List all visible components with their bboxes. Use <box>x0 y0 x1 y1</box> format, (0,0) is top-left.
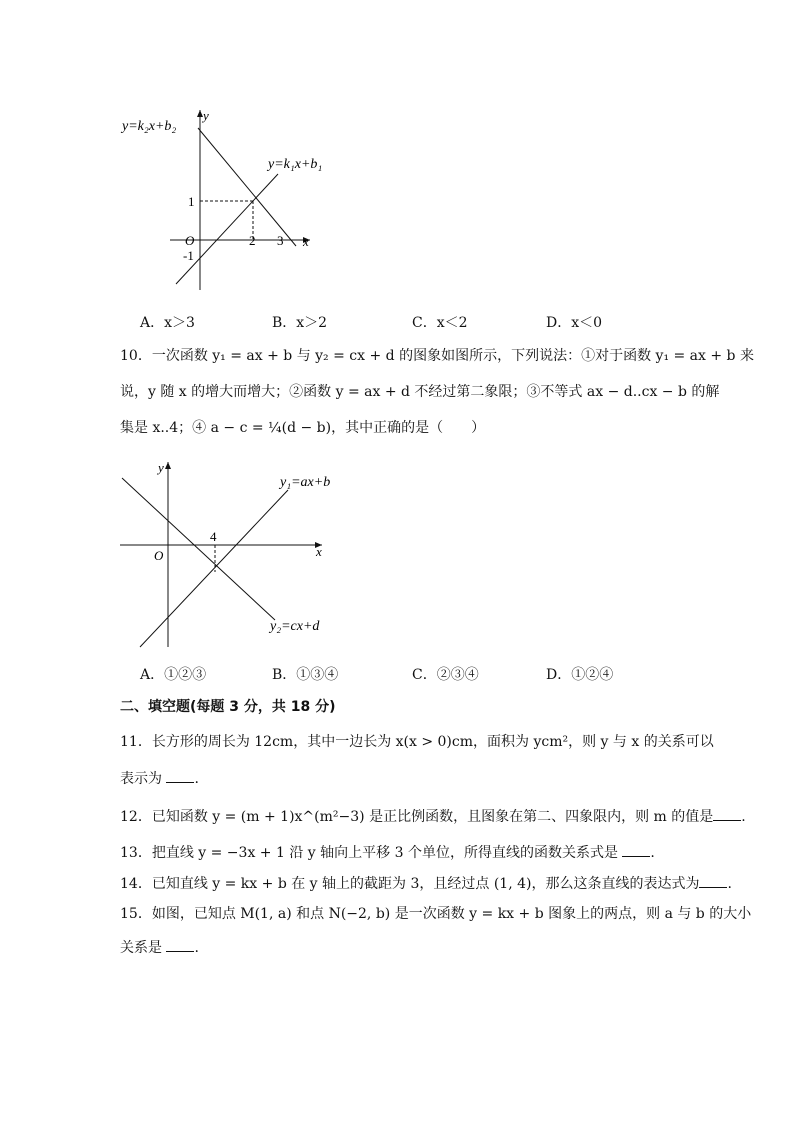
tick-1: 1 <box>188 194 195 209</box>
q14-period: . <box>727 876 732 892</box>
q10-line-2: 说，y 随 x 的增大而增大；②函数 y = ax + d 不经过第二象限；③不等式 ax − d..cx − b 的解 <box>120 384 720 400</box>
q11-line-1: 11．长方形的周长为 12cm，其中一边长为 x(x > 0)cm，面积为 ycm²，则 y 与 x 的关系可以 <box>120 734 714 750</box>
tick-3: 3 <box>277 233 284 248</box>
q13-line <box>120 842 655 863</box>
q15-line-1: 15．如图，已知点 M(1, a) 和点 N(−2, b) 是一次函数 y = kx + b 图象上的两点，则 a 与 b 的大小 <box>120 906 752 922</box>
x-axis-label: x <box>316 544 322 559</box>
q15-answer-blank[interactable] <box>166 937 194 952</box>
tick-2: 2 <box>249 233 256 248</box>
q14-answer-blank[interactable] <box>699 873 727 888</box>
y-axis-arrow <box>165 462 171 469</box>
q9-option-c: C．x＜2 <box>412 315 468 331</box>
q9-option-b: B．x＞2 <box>272 315 328 331</box>
q10-option-a: A．①②③ <box>140 667 207 683</box>
label-line2: y=k₂x+b₂ <box>122 119 177 134</box>
q11-answer-blank[interactable] <box>166 768 194 783</box>
q10-line-1: 10．一次函数 y₁ = ax + b 与 y₂ = cx + d 的图象如图所示，下列说法：①对于函数 y₁ = ax + b 来 <box>120 348 754 364</box>
figure-1-two-lines-graph <box>110 100 360 300</box>
q12-line <box>120 806 746 827</box>
label-y2: y₂=cx+d <box>270 619 320 634</box>
q12-period: . <box>741 809 746 825</box>
y-axis-label: y <box>158 460 164 475</box>
q10-option-b: B．①③④ <box>272 667 339 683</box>
q15-period: . <box>194 940 199 956</box>
line-k1-b1 <box>176 174 278 284</box>
line-y2 <box>122 478 275 620</box>
label-y1: y₁=ax+b <box>280 475 331 490</box>
q9-option-a: A．x＞3 <box>140 315 195 331</box>
tick-4: 4 <box>210 529 217 544</box>
line-k2-b2 <box>198 128 296 246</box>
q10-line-3: 集是 x..4；④ a − c = ¼(d − b)，其中正确的是（ ） <box>120 420 486 436</box>
q13-answer-blank[interactable] <box>622 842 650 857</box>
label-line1: y=k₁x+b₁ <box>268 157 323 172</box>
origin-label: O <box>154 548 164 563</box>
x-axis-label: x <box>303 234 309 249</box>
q13-period: . <box>650 845 655 861</box>
q12-text: 12．已知函数 y = (m + 1)x^(m²−3) 是正比例函数，且图象在第二、四象限内，则 m 的值是 <box>120 809 714 825</box>
q9-option-d: D．x＜0 <box>546 315 603 331</box>
figure-2-two-lines-graph <box>110 452 350 652</box>
q11-text: 表示为 <box>120 771 162 787</box>
q11-period: . <box>194 771 199 787</box>
y-axis-label: y <box>203 108 209 123</box>
tick-neg1: -1 <box>183 248 194 263</box>
line-y1 <box>140 490 288 647</box>
section-heading-fill-in: 二、填空题(每题 3 分，共 18 分) <box>120 699 336 715</box>
q10-option-d: D．①②④ <box>546 667 614 683</box>
q15-line-2 <box>120 937 199 958</box>
q11-line-2 <box>120 768 199 789</box>
q12-answer-blank[interactable] <box>713 806 741 821</box>
origin-label: O <box>185 233 195 248</box>
q13-text: 13．把直线 y = −3x + 1 沿 y 轴向上平移 3 个单位，所得直线的函数关系式是 <box>120 845 618 861</box>
q14-text: 14．已知直线 y = kx + b 在 y 轴上的截距为 3，且经过点 (1, 4)，那么这条直线的表达式为 <box>120 876 700 892</box>
q14-line <box>120 873 732 894</box>
q15-text: 关系是 <box>120 940 162 956</box>
q10-option-c: C．②③④ <box>412 667 479 683</box>
